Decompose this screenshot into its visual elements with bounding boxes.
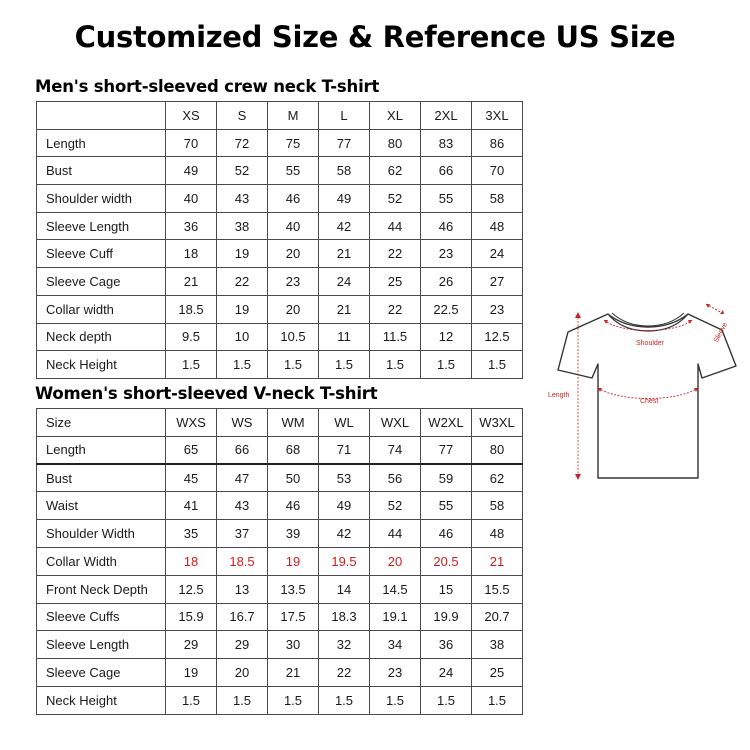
- measurement-value: 34: [370, 631, 421, 659]
- measurement-value: 1.5: [472, 351, 523, 379]
- size-header-cell: L: [319, 102, 370, 130]
- measurement-value: 40: [166, 185, 217, 213]
- measurement-value: 52: [370, 185, 421, 213]
- size-header-cell: WS: [217, 409, 268, 437]
- measurement-value: 24: [319, 268, 370, 296]
- table-row: [37, 295, 523, 323]
- table-row: [37, 185, 523, 213]
- measurement-value: 39: [268, 520, 319, 548]
- measurement-value: 30: [268, 631, 319, 659]
- measurement-value: 77: [421, 436, 472, 464]
- measurement-value: 14: [319, 575, 370, 603]
- measurement-value: 71: [319, 436, 370, 464]
- measurement-label: Neck Height: [37, 686, 166, 714]
- measurement-label: Sleeve Cage: [37, 268, 166, 296]
- measurement-value: 18.5: [217, 547, 268, 575]
- measurement-value: 19: [268, 547, 319, 575]
- measurement-value: 10: [217, 323, 268, 351]
- measurement-value: 1.5: [472, 686, 523, 714]
- measurement-value: 75: [268, 129, 319, 157]
- women-header-row: [37, 409, 523, 437]
- measurement-value: 13: [217, 575, 268, 603]
- size-header-cell: W3XL: [472, 409, 523, 437]
- table-row: [37, 603, 523, 631]
- men-size-table: [36, 101, 523, 379]
- measurement-value: 46: [268, 492, 319, 520]
- measurement-value: 72: [217, 129, 268, 157]
- measurement-value: 48: [472, 520, 523, 548]
- measurement-value: 13.5: [268, 575, 319, 603]
- table-row: [37, 129, 523, 157]
- measurement-value: 21: [268, 659, 319, 687]
- measurement-value: 1.5: [166, 351, 217, 379]
- page-title: Customized Size & Reference US Size: [74, 20, 676, 54]
- table-row: [37, 464, 523, 492]
- table-row: [37, 686, 523, 714]
- shoulder-label: Shoulder: [636, 340, 665, 347]
- measurement-value: 58: [472, 185, 523, 213]
- measurement-value: 1.5: [319, 351, 370, 379]
- measurement-value: 77: [319, 129, 370, 157]
- measurement-value: 80: [370, 129, 421, 157]
- table-row: [37, 492, 523, 520]
- measurement-value: 46: [268, 185, 319, 213]
- measurement-value: 19: [217, 240, 268, 268]
- measurement-value: 44: [370, 520, 421, 548]
- measurement-value: 25: [370, 268, 421, 296]
- table-row: [37, 631, 523, 659]
- measurement-value: 1.5: [319, 686, 370, 714]
- measurement-value: 52: [217, 157, 268, 185]
- size-header-cell: M: [268, 102, 319, 130]
- men-section-title: Men's short-sleeved crew neck T-shirt: [35, 77, 380, 96]
- measurement-value: 20: [370, 547, 421, 575]
- measurement-value: 19: [166, 659, 217, 687]
- size-header-cell: WL: [319, 409, 370, 437]
- table-row: [37, 240, 523, 268]
- measurement-value: 19: [217, 295, 268, 323]
- measurement-label: Bust: [37, 464, 166, 492]
- measurement-value: 58: [319, 157, 370, 185]
- measurement-label: Neck Height: [37, 351, 166, 379]
- size-header-cell: W2XL: [421, 409, 472, 437]
- table-row: [37, 268, 523, 296]
- measurement-value: 20.5: [421, 547, 472, 575]
- measurement-value: 49: [319, 185, 370, 213]
- measurement-value: 23: [421, 240, 472, 268]
- sleeve-label: Sleeve: [712, 321, 730, 344]
- measurement-value: 40: [268, 212, 319, 240]
- measurement-value: 1.5: [217, 686, 268, 714]
- measurement-value: 1.5: [421, 351, 472, 379]
- measurement-value: 20: [268, 240, 319, 268]
- measurement-value: 62: [472, 464, 523, 492]
- size-header-cell: S: [217, 102, 268, 130]
- measurement-value: 38: [217, 212, 268, 240]
- measurement-value: 83: [421, 129, 472, 157]
- women-size-table: [36, 408, 523, 715]
- measurement-value: 12.5: [472, 323, 523, 351]
- women-section-title: Women's short-sleeved V-neck T-shirt: [35, 384, 378, 403]
- measurement-value: 20.7: [472, 603, 523, 631]
- measurement-value: 23: [268, 268, 319, 296]
- measurement-value: 11: [319, 323, 370, 351]
- measurement-value: 9.5: [166, 323, 217, 351]
- measurement-value: 14.5: [370, 575, 421, 603]
- measurement-value: 11.5: [370, 323, 421, 351]
- measurement-label: Bust: [37, 157, 166, 185]
- measurement-label: Sleeve Cuff: [37, 240, 166, 268]
- measurement-value: 12: [421, 323, 472, 351]
- table-row: [37, 212, 523, 240]
- measurement-value: 42: [319, 520, 370, 548]
- measurement-label: Shoulder width: [37, 185, 166, 213]
- measurement-value: 18: [166, 240, 217, 268]
- header-label-cell: Size: [37, 409, 166, 437]
- measurement-value: 26: [421, 268, 472, 296]
- measurement-value: 44: [370, 212, 421, 240]
- measurement-value: 19.1: [370, 603, 421, 631]
- table-row: [37, 157, 523, 185]
- measurement-label: Sleeve Length: [37, 631, 166, 659]
- table-row: [37, 351, 523, 379]
- measurement-value: 45: [166, 464, 217, 492]
- men-header-row: [37, 102, 523, 130]
- measurement-value: 15.5: [472, 575, 523, 603]
- measurement-value: 24: [421, 659, 472, 687]
- measurement-label: Shoulder Width: [37, 520, 166, 548]
- measurement-value: 65: [166, 436, 217, 464]
- chest-label: Chest: [640, 398, 659, 405]
- measurement-value: 1.5: [268, 686, 319, 714]
- measurement-value: 12.5: [166, 575, 217, 603]
- size-header-cell: 3XL: [472, 102, 523, 130]
- measurement-label: Collar width: [37, 295, 166, 323]
- measurement-value: 20: [217, 659, 268, 687]
- measurement-label: Sleeve Length: [37, 212, 166, 240]
- measurement-value: 68: [268, 436, 319, 464]
- measurement-value: 1.5: [370, 686, 421, 714]
- measurement-value: 46: [421, 212, 472, 240]
- measurement-value: 66: [421, 157, 472, 185]
- measurement-value: 1.5: [421, 686, 472, 714]
- tshirt-measurement-diagram: [540, 300, 745, 490]
- size-header-cell: 2XL: [421, 102, 472, 130]
- measurement-value: 18.5: [166, 295, 217, 323]
- table-row: [37, 547, 523, 575]
- measurement-value: 74: [370, 436, 421, 464]
- measurement-value: 10.5: [268, 323, 319, 351]
- measurement-label: Neck depth: [37, 323, 166, 351]
- measurement-value: 62: [370, 157, 421, 185]
- measurement-value: 1.5: [370, 351, 421, 379]
- table-row: [37, 659, 523, 687]
- measurement-value: 17.5: [268, 603, 319, 631]
- size-header-cell: WXS: [166, 409, 217, 437]
- measurement-value: 66: [217, 436, 268, 464]
- measurement-value: 48: [472, 212, 523, 240]
- measurement-value: 29: [166, 631, 217, 659]
- measurement-value: 27: [472, 268, 523, 296]
- measurement-value: 42: [319, 212, 370, 240]
- measurement-value: 86: [472, 129, 523, 157]
- measurement-value: 41: [166, 492, 217, 520]
- measurement-label: Sleeve Cuffs: [37, 603, 166, 631]
- measurement-value: 55: [268, 157, 319, 185]
- measurement-value: 47: [217, 464, 268, 492]
- measurement-value: 21: [166, 268, 217, 296]
- measurement-value: 49: [166, 157, 217, 185]
- measurement-value: 35: [166, 520, 217, 548]
- measurement-value: 53: [319, 464, 370, 492]
- measurement-value: 38: [472, 631, 523, 659]
- measurement-value: 58: [472, 492, 523, 520]
- measurement-value: 21: [472, 547, 523, 575]
- measurement-value: 20: [268, 295, 319, 323]
- length-label: Length: [548, 392, 570, 399]
- measurement-label: Length: [37, 129, 166, 157]
- size-header-cell: XL: [370, 102, 421, 130]
- measurement-value: 55: [421, 492, 472, 520]
- measurement-value: 24: [472, 240, 523, 268]
- measurement-value: 50: [268, 464, 319, 492]
- table-row: [37, 520, 523, 548]
- tshirt-icon: [540, 300, 745, 490]
- measurement-value: 80: [472, 436, 523, 464]
- measurement-value: 1.5: [268, 351, 319, 379]
- measurement-value: 70: [472, 157, 523, 185]
- table-row: [37, 323, 523, 351]
- measurement-value: 52: [370, 492, 421, 520]
- measurement-value: 22: [319, 659, 370, 687]
- measurement-value: 18.3: [319, 603, 370, 631]
- measurement-label: Waist: [37, 492, 166, 520]
- size-header-cell: WM: [268, 409, 319, 437]
- measurement-value: 49: [319, 492, 370, 520]
- measurement-value: 36: [421, 631, 472, 659]
- measurement-value: 56: [370, 464, 421, 492]
- measurement-value: 29: [217, 631, 268, 659]
- measurement-value: 70: [166, 129, 217, 157]
- measurement-value: 43: [217, 492, 268, 520]
- measurement-value: 15.9: [166, 603, 217, 631]
- measurement-value: 19.5: [319, 547, 370, 575]
- measurement-label: Length: [37, 436, 166, 464]
- measurement-value: 43: [217, 185, 268, 213]
- measurement-value: 16.7: [217, 603, 268, 631]
- measurement-label: Sleeve Cage: [37, 659, 166, 687]
- header-label-cell: [37, 102, 166, 130]
- measurement-value: 55: [421, 185, 472, 213]
- measurement-value: 36: [166, 212, 217, 240]
- measurement-value: 1.5: [166, 686, 217, 714]
- measurement-value: 21: [319, 295, 370, 323]
- measurement-label: Collar Width: [37, 547, 166, 575]
- measurement-value: 59: [421, 464, 472, 492]
- measurement-value: 18: [166, 547, 217, 575]
- size-header-cell: XS: [166, 102, 217, 130]
- measurement-value: 22: [370, 240, 421, 268]
- measurement-value: 23: [472, 295, 523, 323]
- measurement-value: 46: [421, 520, 472, 548]
- measurement-value: 22.5: [421, 295, 472, 323]
- measurement-label: Front Neck Depth: [37, 575, 166, 603]
- measurement-value: 1.5: [217, 351, 268, 379]
- measurement-value: 25: [472, 659, 523, 687]
- measurement-value: 37: [217, 520, 268, 548]
- measurement-value: 32: [319, 631, 370, 659]
- table-row: [37, 436, 523, 464]
- measurement-value: 19.9: [421, 603, 472, 631]
- measurement-value: 15: [421, 575, 472, 603]
- table-row: [37, 575, 523, 603]
- measurement-value: 21: [319, 240, 370, 268]
- measurement-value: 22: [370, 295, 421, 323]
- size-header-cell: WXL: [370, 409, 421, 437]
- measurement-value: 22: [217, 268, 268, 296]
- measurement-value: 23: [370, 659, 421, 687]
